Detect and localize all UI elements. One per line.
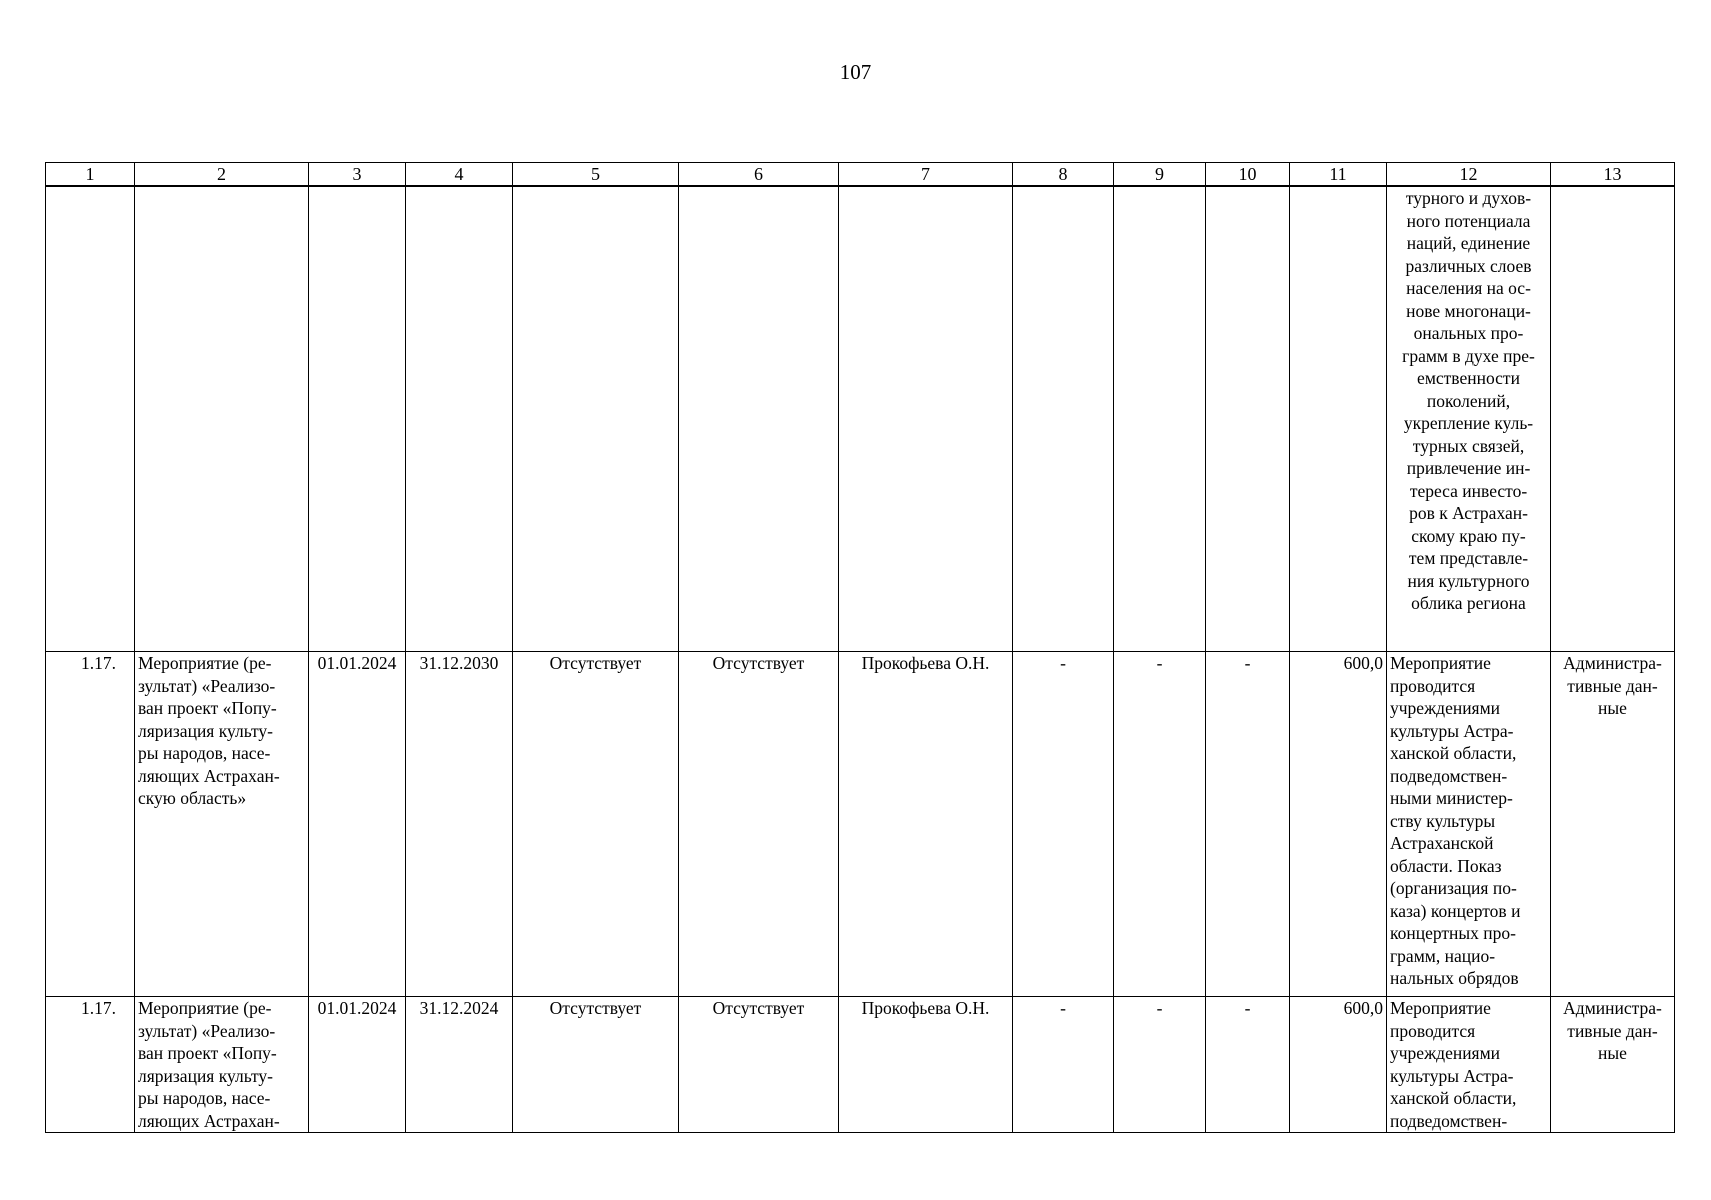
cell-name: Мероприятие (ре- зультат) «Реализо- ван проект «Попу- ляризация культу- ры народов, насе- ляющих Астрахан- скую область» xyxy=(135,652,309,997)
page-number: 107 xyxy=(839,60,872,84)
table-row xyxy=(46,997,1675,1133)
cell-col11: 600,0 xyxy=(1290,997,1387,1133)
data-table xyxy=(45,162,1675,1133)
cell-col9: - xyxy=(1114,997,1206,1133)
cell-col8 xyxy=(1013,186,1114,652)
cell-description: Мероприятие проводится учреждениями культуры Астра- ханской области, подведомствен- xyxy=(1387,997,1551,1133)
cell-col6: Отсутствует xyxy=(679,652,839,997)
column-header: 9 xyxy=(1114,163,1206,187)
header-row xyxy=(46,163,1675,187)
column-header: 5 xyxy=(513,163,679,187)
cell-source: Администра- тивные дан- ные xyxy=(1551,997,1675,1133)
cell-end-date xyxy=(406,186,513,652)
cell-number: 1.17. xyxy=(46,652,135,997)
cell-col8: - xyxy=(1013,997,1114,1133)
cell-start-date xyxy=(309,186,406,652)
cell-col5 xyxy=(513,186,679,652)
cell-col9: - xyxy=(1114,652,1206,997)
table-row xyxy=(46,186,1675,652)
column-header: 4 xyxy=(406,163,513,187)
cell-col9 xyxy=(1114,186,1206,652)
column-header: 13 xyxy=(1551,163,1675,187)
cell-responsible: Прокофьева О.Н. xyxy=(839,652,1013,997)
cell-number xyxy=(46,186,135,652)
cell-responsible: Прокофьева О.Н. xyxy=(839,997,1013,1133)
cell-source: Администра- тивные дан- ные xyxy=(1551,652,1675,997)
cell-responsible xyxy=(839,186,1013,652)
cell-col11 xyxy=(1290,186,1387,652)
cell-col6 xyxy=(679,186,839,652)
cell-start-date: 01.01.2024 xyxy=(309,652,406,997)
cell-name: Мероприятие (ре- зультат) «Реализо- ван проект «Попу- ляризация культу- ры народов, насе- ляющих Астрахан- xyxy=(135,997,309,1133)
column-header: 3 xyxy=(309,163,406,187)
column-header: 1 xyxy=(46,163,135,187)
cell-description: Мероприятие проводится учреждениями культуры Астра- ханской области, подведомствен- ными министер- ству культуры Астраханской области. Показ (организация по- каза) концертов и концертных про- грамм, нацио- нальных обрядов xyxy=(1387,652,1551,997)
cell-col10: - xyxy=(1206,652,1290,997)
cell-end-date: 31.12.2030 xyxy=(406,652,513,997)
cell-col10 xyxy=(1206,186,1290,652)
column-header: 2 xyxy=(135,163,309,187)
cell-col11: 600,0 xyxy=(1290,652,1387,997)
cell-source xyxy=(1551,186,1675,652)
cell-col10: - xyxy=(1206,997,1290,1133)
column-header: 6 xyxy=(679,163,839,187)
cell-col8: - xyxy=(1013,652,1114,997)
cell-description: турного и духов- ного потенциала наций, единение различных слоев населения на ос- нове многонаци- ональных про- грамм в духе пре- емственности поколений, укрепление куль- турных связей, привлечение ин- тереса инвесто- ров к Астрахан- скому краю пу- тем представле- ния культурного облика региона xyxy=(1387,186,1551,652)
cell-name xyxy=(135,186,309,652)
table-row xyxy=(46,652,1675,997)
cell-col6: Отсутствует xyxy=(679,997,839,1133)
column-header: 12 xyxy=(1387,163,1551,187)
column-header: 7 xyxy=(839,163,1013,187)
cell-col5: Отсутствует xyxy=(513,652,679,997)
column-header: 10 xyxy=(1206,163,1290,187)
cell-end-date: 31.12.2024 xyxy=(406,997,513,1133)
column-header: 11 xyxy=(1290,163,1387,187)
cell-col5: Отсутствует xyxy=(513,997,679,1133)
column-header: 8 xyxy=(1013,163,1114,187)
cell-start-date: 01.01.2024 xyxy=(309,997,406,1133)
cell-number: 1.17. xyxy=(46,997,135,1133)
